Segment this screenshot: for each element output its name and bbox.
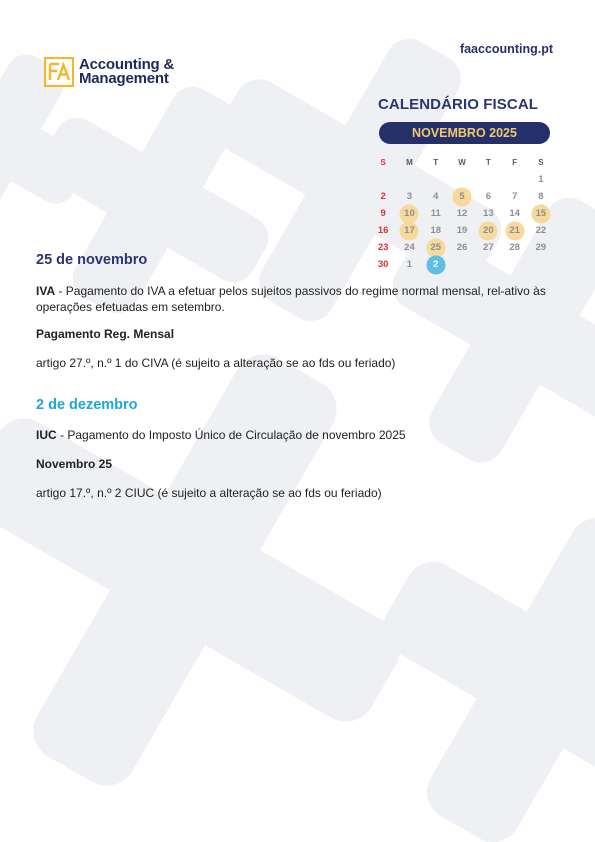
- calendar-day: 22: [535, 225, 547, 236]
- section-date-2: 2 de dezembro: [36, 397, 138, 413]
- section-1-description: [36, 283, 566, 315]
- calendar-day: 24: [404, 242, 415, 253]
- calendar-day: 1: [406, 259, 413, 270]
- calendar-day: 9: [380, 208, 386, 219]
- calendar-empty-cell: [528, 256, 554, 273]
- calendar-day: 23: [377, 242, 389, 253]
- section-1-tax-code: IVA: [36, 284, 56, 298]
- calendar-day: 3: [406, 191, 413, 202]
- calendar-day: 7: [511, 191, 518, 202]
- section-1-subtitle: Pagamento Reg. Mensal: [36, 327, 175, 341]
- calendar-weekday-header: M: [406, 158, 413, 167]
- calendar-empty-cell: [475, 171, 501, 188]
- website-link[interactable]: faaccounting.pt: [459, 42, 553, 56]
- calendar-day: 30: [377, 259, 389, 270]
- calendar-day: 12: [456, 208, 468, 219]
- section-date-1: 25 de novembro: [36, 252, 148, 268]
- calendar-day: 11: [430, 208, 441, 219]
- calendar-day: 20: [475, 222, 501, 239]
- calendar-weekday-header: S: [538, 158, 544, 167]
- section-1-reference: artigo 27.º, n.º 1 do CIVA (é sujeito a alteração se ao fds ou feriado): [36, 356, 396, 370]
- calendar-empty-cell: [475, 256, 501, 273]
- logo-text-line1: Accounting &: [79, 56, 175, 73]
- calendar-empty-cell: [396, 171, 422, 188]
- calendar-empty-cell: [449, 171, 475, 188]
- calendar-empty-cell: [501, 256, 527, 273]
- calendar-weekday-header: S: [380, 158, 386, 167]
- section-2-tax-code: IUC: [36, 428, 57, 442]
- section-2-subtitle: Novembro 25: [36, 457, 113, 471]
- company-logo: [44, 57, 174, 87]
- calendar-weekday-header: F: [512, 158, 518, 167]
- calendar-day: 2: [380, 191, 386, 202]
- calendar-day: 2: [423, 256, 449, 273]
- calendar-day: 6: [485, 191, 491, 202]
- calendar-empty-cell: [423, 171, 449, 188]
- calendar-day: 8: [538, 191, 544, 202]
- section-2-description: [36, 427, 566, 443]
- calendar-title: CALENDÁRIO FISCAL: [378, 96, 539, 113]
- calendar-day: 27: [483, 242, 494, 253]
- calendar-day: 29: [535, 242, 547, 253]
- section-1-description-text: - Pagamento do IVA a efetuar pelos sujeitos passivos do regime normal mensal, rel-ativo às operações efetuadas em setembro.: [36, 284, 546, 314]
- calendar-grid: [370, 154, 554, 273]
- calendar-weekday-header: T: [433, 158, 439, 167]
- calendar-day: 26: [456, 242, 468, 253]
- calendar-day: 16: [377, 225, 389, 236]
- calendar-day: 14: [509, 208, 520, 219]
- calendar-empty-cell: [449, 256, 475, 273]
- calendar-day: 17: [396, 222, 422, 239]
- calendar-day: 28: [509, 242, 520, 253]
- calendar-day: 4: [433, 191, 439, 202]
- logo-text-line2: Management: [79, 70, 169, 87]
- calendar-day: 5: [449, 188, 475, 205]
- calendar-weekday-header: W: [458, 158, 466, 167]
- calendar-empty-cell: [501, 171, 527, 188]
- calendar-month-pill: NOVEMBRO 2025: [379, 122, 550, 144]
- section-2-reference: artigo 17.º, n.º 2 CIUC (é sujeito a alteração se ao fds ou feriado): [36, 486, 382, 500]
- calendar-day: 13: [483, 208, 494, 219]
- calendar-day: 18: [430, 225, 442, 236]
- fa-logo-icon: [44, 57, 74, 87]
- calendar-day: 15: [528, 205, 554, 222]
- calendar-day: 21: [501, 222, 527, 239]
- calendar-weekday-header: T: [485, 158, 491, 167]
- section-2-description-text: - Pagamento do Imposto Único de Circulação de novembro 2025: [56, 428, 406, 442]
- calendar-day: 19: [456, 225, 468, 236]
- calendar-empty-cell: [370, 171, 396, 188]
- calendar-day: 1: [538, 174, 544, 185]
- calendar-day: 10: [396, 205, 422, 222]
- calendar-day: 25: [423, 239, 449, 256]
